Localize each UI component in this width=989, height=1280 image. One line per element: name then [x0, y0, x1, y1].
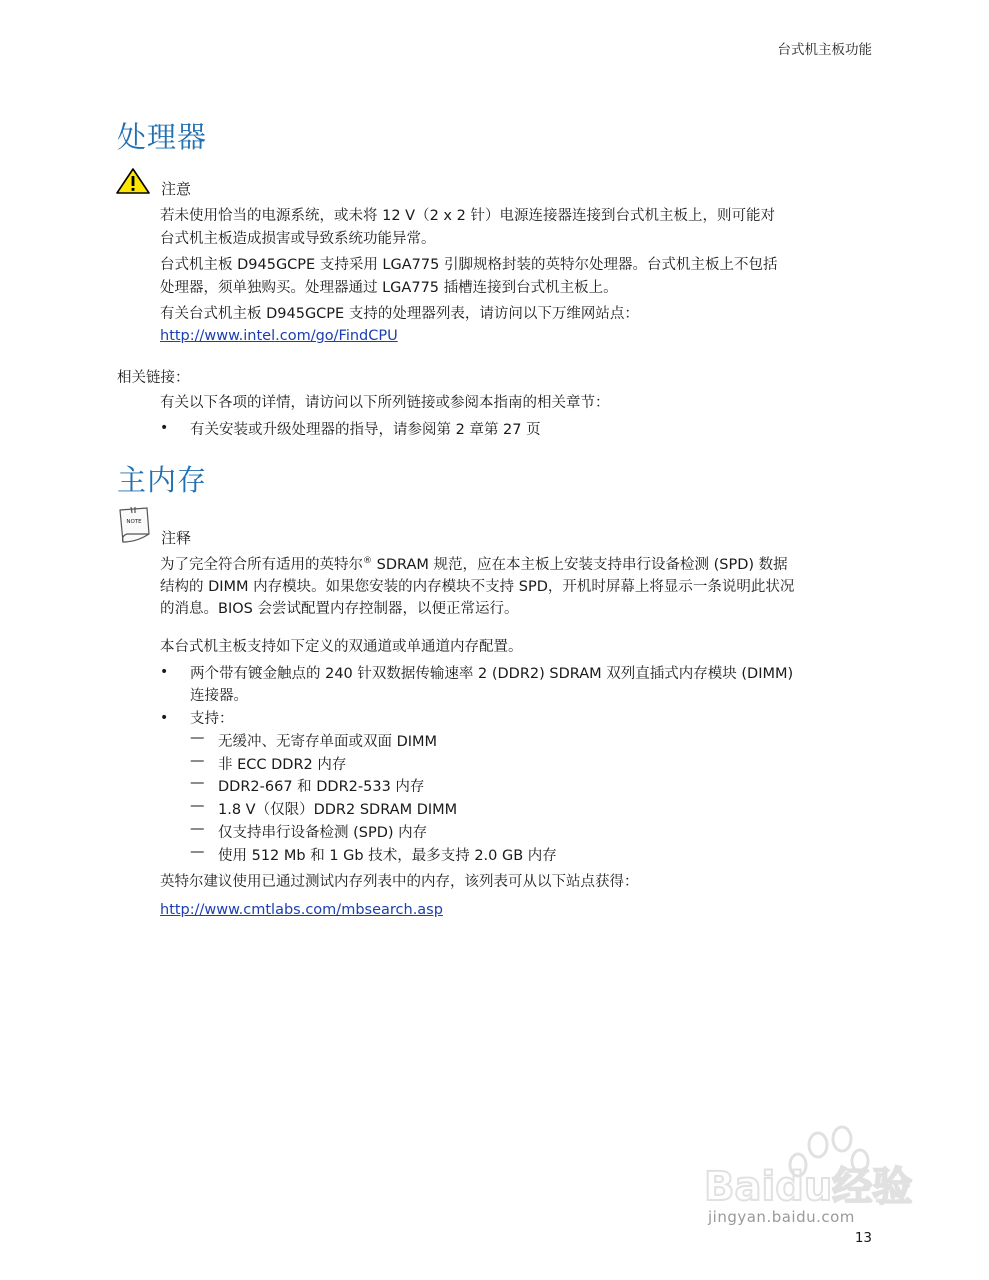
- watermark-logo-text: Baidu经验: [704, 1164, 913, 1210]
- processor-para2: 有关台式机主板 D945GCPE 支持的处理器列表，请访问以下万维网站点：: [160, 306, 639, 322]
- bullet-marker: •: [160, 664, 169, 680]
- note-icon: [117, 506, 153, 548]
- related-links-label: 相关链接：: [117, 370, 190, 386]
- note-line-3: 的消息。BIOS 会尝试配置内存控制器，以便正常运行。: [160, 601, 519, 617]
- sub-item: 无缓冲、无寄存单面或双面 DIMM: [218, 734, 438, 750]
- caution-icon: [116, 168, 150, 198]
- sub-item: 使用 512 Mb 和 1 Gb 技术，最多支持 2.0 GB 内存: [218, 848, 557, 864]
- bullet-marker: •: [160, 710, 169, 726]
- note-title: 注释: [161, 529, 192, 547]
- bullet-marker: •: [160, 420, 169, 436]
- caution-line-2: 台式机主板造成损害或导致系统功能异常。: [160, 231, 436, 247]
- note-icon-label: NOTE: [126, 519, 142, 525]
- memory-bullet-2: 支持：: [190, 711, 234, 727]
- dash-marker: —: [190, 730, 205, 746]
- note-line-1: [160, 554, 788, 577]
- running-header: 台式机主板功能: [777, 42, 872, 58]
- sub-item: 仅支持串行设备检测 (SPD) 内存: [218, 825, 428, 841]
- caution-line-1: 若未使用恰当的电源系统，或未将 12 V（2 x 2 针）电源连接器连接到台式机主板上，则可能对: [160, 208, 775, 224]
- memory-intro: 本台式机主板支持如下定义的双通道或单通道内存配置。: [160, 639, 523, 655]
- sub-item: 1.8 V（仅限）DDR2 SDRAM DIMM: [218, 802, 458, 818]
- sub-item: DDR2-667 和 DDR2-533 内存: [218, 779, 425, 795]
- cmtlabs-link[interactable]: http://www.cmtlabs.com/mbsearch.asp: [160, 902, 443, 918]
- dash-marker: —: [190, 798, 205, 814]
- caution-title: 注意: [161, 180, 192, 198]
- dash-marker: —: [190, 821, 205, 837]
- section-heading-processor: 处理器: [117, 120, 208, 154]
- baidu-watermark-logo: [700, 1125, 940, 1245]
- note-line-1a: 为了完全符合所有适用的英特尔: [160, 557, 363, 573]
- registered-mark: ®: [363, 556, 372, 567]
- processor-para1-line2: 处理器，须单独购买。处理器通过 LGA775 插槽连接到台式机主板上。: [160, 280, 618, 296]
- related-bullet-1: 有关安装或升级处理器的指导，请参阅第 2 章第 27 页: [190, 422, 541, 438]
- findcpu-link[interactable]: http://www.intel.com/go/FindCPU: [160, 328, 398, 344]
- watermark-url: jingyan.baidu.com: [708, 1208, 855, 1226]
- memory-bullet-1-line2: 连接器。: [190, 688, 248, 704]
- dash-marker: —: [190, 753, 205, 769]
- dash-marker: —: [190, 844, 205, 860]
- note-line-2: 结构的 DIMM 内存模块。如果您安装的内存模块不支持 SPD，开机时屏幕上将显示一条说明此状况: [160, 579, 795, 595]
- memory-bullet-1-line1: 两个带有镀金触点的 240 针双数据传输速率 2 (DDR2) SDRAM 双列直插式内存模块 (DIMM): [190, 666, 794, 682]
- section-heading-memory: 主内存: [117, 463, 208, 497]
- note-line-1b: SDRAM 规范，应在本主板上安装支持串行设备检测 (SPD) 数据: [372, 557, 788, 573]
- processor-para1-line1: 台式机主板 D945GCPE 支持采用 LGA775 引脚规格封装的英特尔处理器。台式机主板上不包括: [160, 257, 778, 273]
- dash-marker: —: [190, 775, 205, 791]
- related-links-intro: 有关以下各项的详情，请访问以下所列链接或参阅本指南的相关章节：: [160, 395, 610, 411]
- sub-item: 非 ECC DDR2 内存: [218, 757, 347, 773]
- memory-recommend: 英特尔建议使用已通过测试内存列表中的内存，该列表可从以下站点获得：: [160, 874, 639, 890]
- page-number: 13: [854, 1230, 872, 1246]
